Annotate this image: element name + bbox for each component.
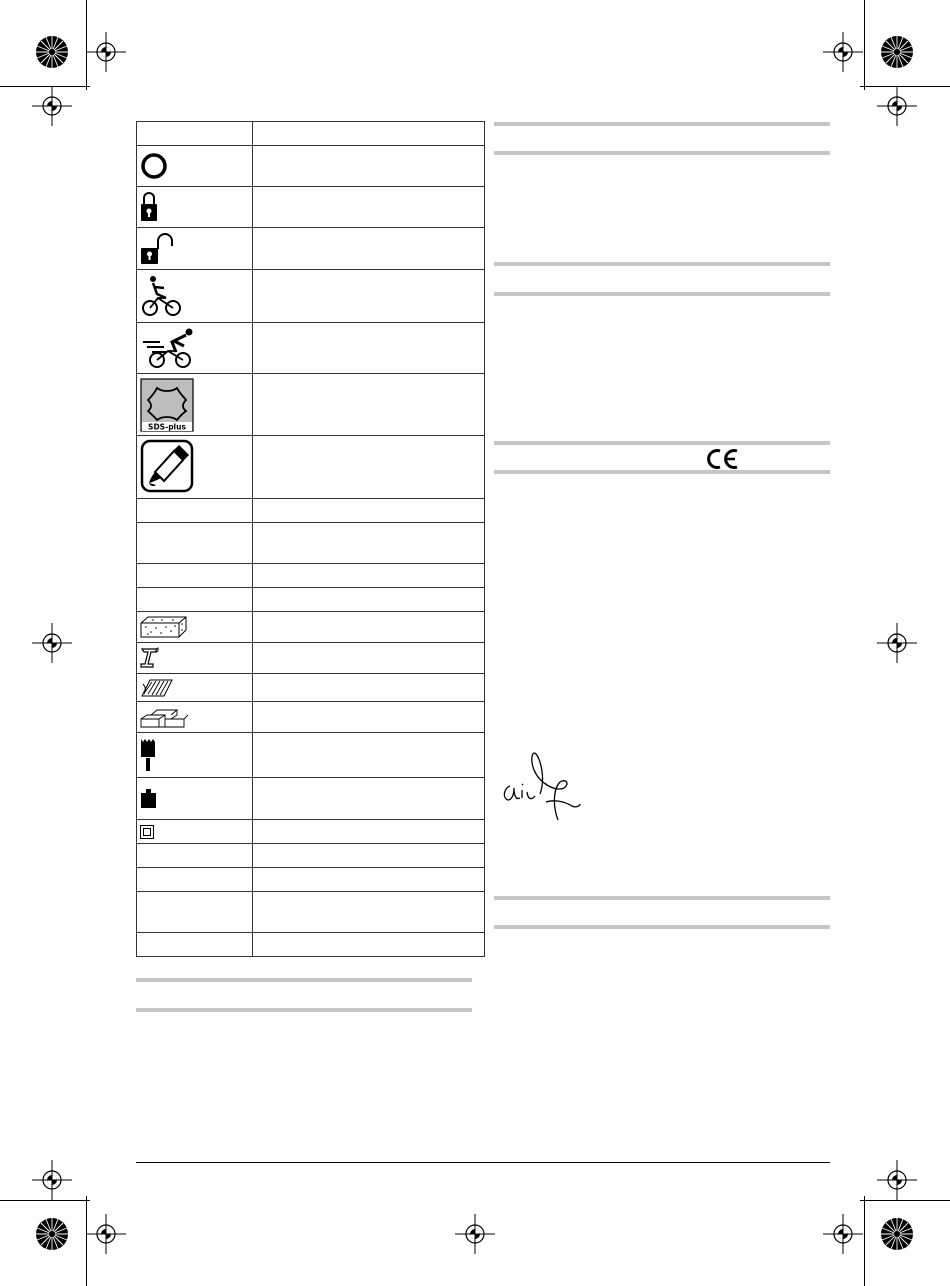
symbol-cell — [137, 892, 253, 933]
meaning-cell — [253, 933, 485, 957]
meaning-cell — [253, 187, 485, 228]
symbol-cell — [137, 820, 253, 844]
section-rule — [494, 896, 830, 900]
table-row — [137, 674, 485, 702]
symbol-cell — [137, 564, 253, 588]
meaning-cell — [253, 122, 485, 146]
section-rule — [494, 441, 830, 445]
meaning-cell — [253, 612, 485, 643]
symbol-cell — [137, 733, 253, 778]
symbol-cell — [137, 674, 253, 702]
meaning-cell — [253, 146, 485, 187]
meaning-cell — [253, 674, 485, 702]
table-row — [137, 270, 485, 323]
table-row — [137, 588, 485, 612]
meaning-cell — [253, 374, 485, 436]
section-rule — [494, 262, 830, 266]
symbol-cell — [137, 702, 253, 733]
table-row — [137, 523, 485, 564]
section-rule — [494, 151, 830, 155]
steel-beam-icon — [140, 647, 160, 669]
table-row — [137, 612, 485, 643]
meaning-cell — [253, 228, 485, 270]
section-rule — [136, 1008, 472, 1012]
section-rule — [494, 122, 830, 126]
meaning-cell — [253, 778, 485, 820]
table-row — [137, 146, 485, 187]
table-row — [137, 323, 485, 374]
symbol-cell — [137, 523, 253, 564]
table-row — [137, 122, 485, 146]
meaning-cell — [253, 844, 485, 868]
meaning-cell — [253, 868, 485, 892]
footer-rule — [136, 1162, 830, 1163]
drill-core-icon — [140, 737, 158, 773]
meaning-cell — [253, 820, 485, 844]
meaning-cell — [253, 588, 485, 612]
table-row — [137, 436, 485, 499]
protection-class-ii-icon — [140, 825, 154, 839]
cyclist-fast-icon — [140, 326, 198, 370]
table-row — [137, 892, 485, 933]
sds-plus-label: SDS-plus — [148, 422, 186, 431]
symbol-cell — [137, 588, 253, 612]
symbol-cell — [137, 228, 253, 270]
table-row — [137, 844, 485, 868]
meaning-cell — [253, 892, 485, 933]
section-rule — [494, 470, 830, 474]
symbol-cell — [137, 499, 253, 523]
table-row — [137, 933, 485, 957]
symbol-cell — [137, 933, 253, 957]
meaning-cell — [253, 270, 485, 323]
table-row — [137, 228, 485, 270]
section-rule — [136, 978, 472, 982]
section-rule — [494, 292, 830, 296]
section-rule — [494, 925, 830, 929]
meaning-cell — [253, 499, 485, 523]
symbol-cell — [137, 844, 253, 868]
table-row — [137, 733, 485, 778]
table-row — [137, 820, 485, 844]
symbol-cell — [137, 146, 253, 187]
cyclist-slow-icon — [140, 274, 184, 318]
wood-icon — [140, 678, 174, 698]
symbol-cell — [137, 187, 253, 228]
concrete-icon — [140, 616, 188, 638]
sds-plus-icon — [140, 378, 194, 432]
meaning-cell — [253, 436, 485, 499]
meaning-cell — [253, 564, 485, 588]
meaning-cell — [253, 523, 485, 564]
table-row — [137, 702, 485, 733]
symbol-cell — [137, 122, 253, 146]
ce-mark-icon — [706, 448, 740, 470]
meaning-cell — [253, 643, 485, 674]
table-row — [137, 374, 485, 436]
signature-image — [500, 748, 582, 826]
symbol-table — [136, 121, 485, 957]
off-circle-icon — [140, 151, 170, 181]
symbol-cell — [137, 436, 253, 499]
padlock-unlocked-icon — [140, 232, 180, 266]
table-row — [137, 778, 485, 820]
padlock-locked-icon — [140, 190, 162, 224]
symbol-cell — [137, 270, 253, 323]
symbol-cell — [137, 323, 253, 374]
table-row — [137, 499, 485, 523]
grease-tube-icon — [140, 439, 196, 495]
table-row — [137, 643, 485, 674]
table-row — [137, 868, 485, 892]
symbol-cell — [137, 612, 253, 643]
meaning-cell — [253, 323, 485, 374]
table-row — [137, 187, 485, 228]
symbol-cell — [137, 374, 253, 436]
meaning-cell — [253, 702, 485, 733]
table-row — [137, 564, 485, 588]
masonry-icon — [140, 706, 188, 728]
weight-icon — [140, 788, 158, 810]
symbol-cell — [137, 868, 253, 892]
symbol-cell — [137, 778, 253, 820]
meaning-cell — [253, 733, 485, 778]
symbol-cell — [137, 643, 253, 674]
